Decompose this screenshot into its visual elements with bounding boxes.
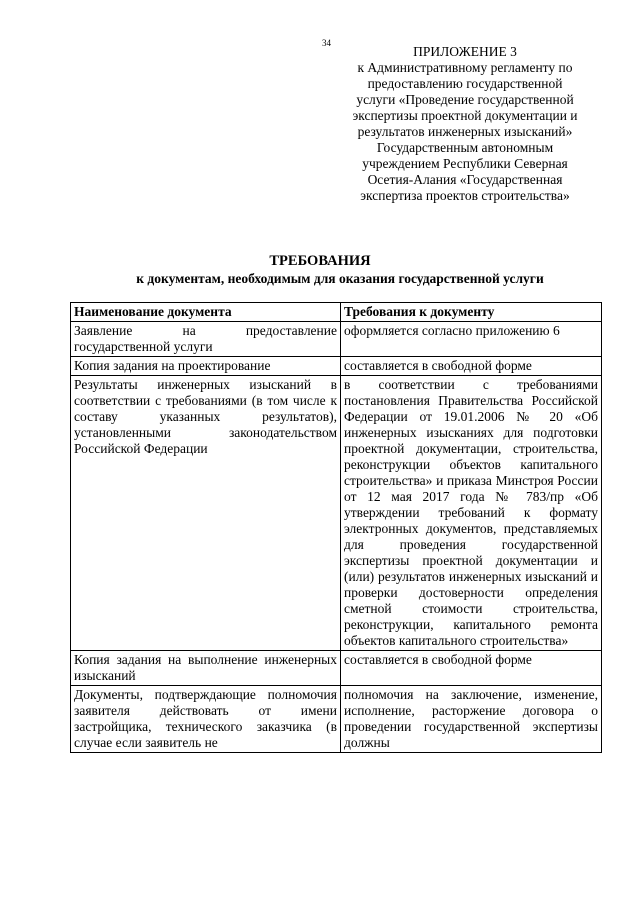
- document-title: ТРЕБОВАНИЯ: [269, 253, 371, 269]
- appendix-line: предоставлению государственной: [367, 76, 563, 91]
- table-row: [71, 357, 602, 376]
- table-row: [71, 376, 602, 651]
- appendix-header: [320, 44, 610, 204]
- requirements-table: [70, 302, 602, 753]
- appendix-line: учреждением Республики Северная: [362, 156, 568, 171]
- requirement-cell: оформляется согласно приложению 6: [341, 322, 602, 357]
- appendix-line: результатов инженерных изысканий»: [357, 124, 573, 139]
- document-name-cell: Заявление на предоставление государственной услуги: [71, 322, 341, 357]
- appendix-line: к Административному регламенту по: [357, 60, 573, 75]
- page-number: 34: [322, 38, 331, 48]
- table-row: [71, 686, 602, 753]
- document-name-cell: Документы, подтверждающие полномочия заявителя действовать от имени застройщика, технического заказчика (в случае если заявитель не: [71, 686, 341, 753]
- appendix-line: ПРИЛОЖЕНИЕ 3: [413, 44, 517, 59]
- requirement-cell: полномочия на заключение, изменение, исполнение, расторжение договора о проведении государственной экспертизы должны: [341, 686, 602, 753]
- requirement-cell: в соответствии с требованиями постановления Правительства Российской Федерации от 19.01.2006 № 20 «Об инженерных изысканиях для подготовки проектной документации, строительства, реконструкции объектов капитального строительства» и приказа Минстроя России от 12 мая 2017 года № 783/пр «Об утверждении требований к формату электронных документов, представляемых для проведения государственной экспертизы проектной документации и (или) результатов инженерных изысканий и проверки достоверности определения сметной стоимости строительства, реконструкции, капитального ремонта объектов капитального строительства»: [341, 376, 602, 651]
- appendix-line: экспертиза проектов строительства»: [360, 188, 570, 203]
- requirement-cell: составляется в свободной форме: [341, 357, 602, 376]
- appendix-line: Государственным автономным: [376, 140, 554, 155]
- document-name-cell: Копия задания на выполнение инженерных изысканий: [71, 651, 341, 686]
- document-subtitle: к документам, необходимым для оказания государственной услуги: [136, 271, 544, 286]
- document-name-cell: Копия задания на проектирование: [71, 357, 341, 376]
- appendix-line: Осетия-Алания «Государственная: [367, 172, 563, 187]
- document-name-cell: Результаты инженерных изысканий в соответствии с требованиями (в том числе к составу указанных результатов), установленными законодательством Российской Федерации: [71, 376, 341, 651]
- column-header-requirements: Требования к документу: [341, 303, 602, 322]
- table-header-row: [71, 303, 602, 322]
- table-row: [71, 322, 602, 357]
- column-header-document-name: Наименование документа: [71, 303, 341, 322]
- requirement-cell: составляется в свободной форме: [341, 651, 602, 686]
- appendix-line: экспертизы проектной документации и: [352, 108, 578, 123]
- table-row: [71, 651, 602, 686]
- appendix-line: услуги «Проведение государственной: [356, 92, 574, 107]
